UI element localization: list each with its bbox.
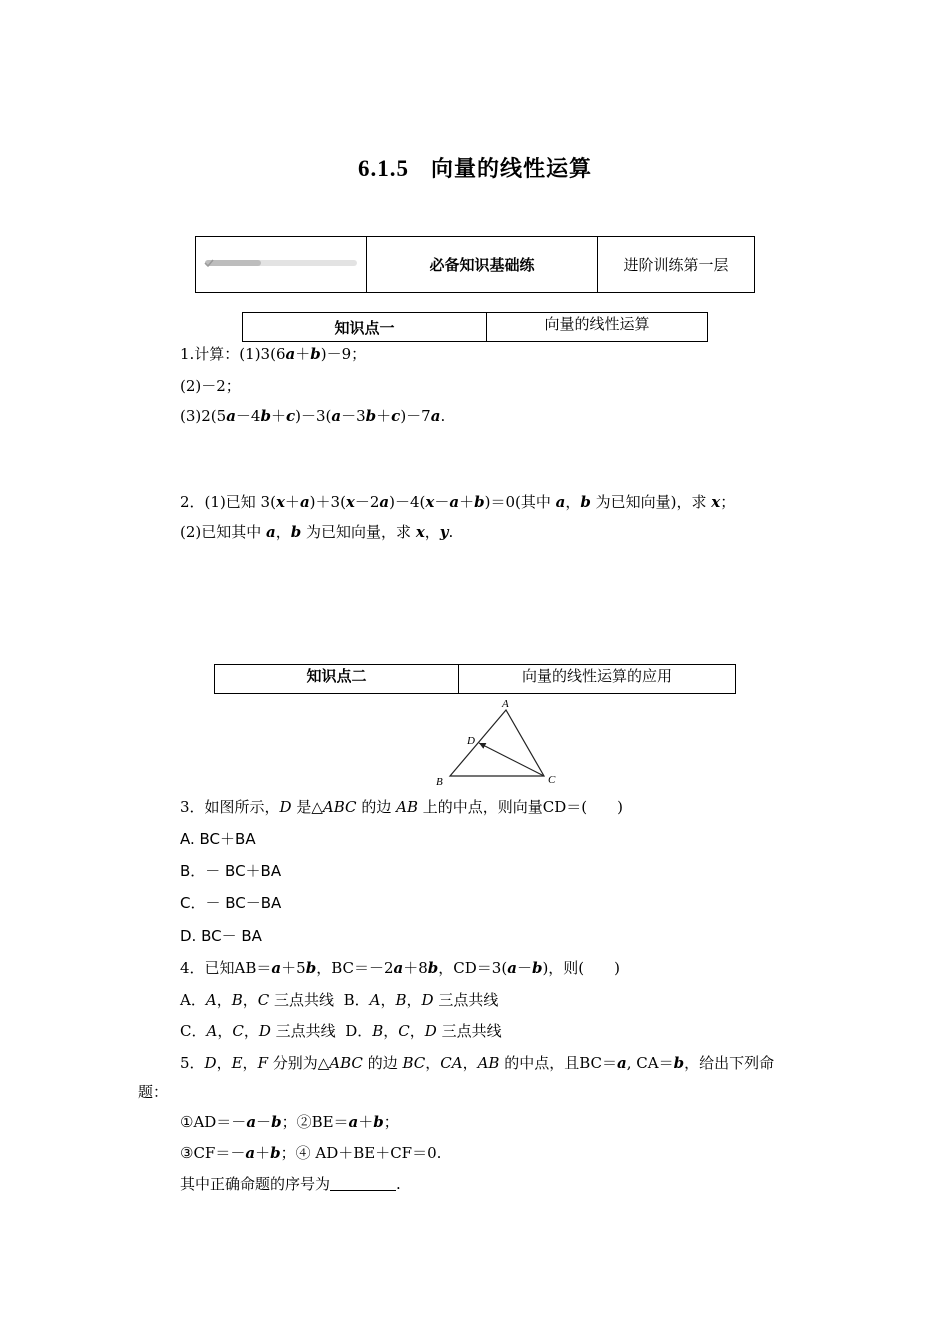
q4-options-row1 [180,990,498,1010]
page-title [0,152,950,183]
knowledge-topic: 向量的线性运算的应用 [459,665,736,694]
triangle-figure [430,696,570,790]
q2-part2: (2)已知其中 a，b 为已知向量，求 x，y. [180,523,454,541]
banner-right: 进阶训练第一层 [598,237,755,293]
answer-blank[interactable] [330,1176,396,1191]
q4-option-c[interactable]: C．A，C，D 三点共线 [180,1022,336,1040]
q1-part2: (2)－2； [180,377,241,395]
section-title: 向量的线性运算 [430,157,592,182]
knowledge-label: 知识点一 [243,313,487,342]
q1-part1: 1.计算：(1)3(6a＋b)－9； [180,345,367,363]
knowledge-point-2 [214,664,736,694]
q3-option-a[interactable]: A. BC＋BA [180,830,256,848]
banner-middle: 必备知识基础练 [367,237,598,293]
q4-options-row2 [180,1021,502,1041]
q5-stem-wrap: 题： [138,1083,169,1101]
q4-stem: 4．已知AB＝a＋5b，BC＝－2a＋8b，CD＝3(a－b)，则( ) [180,959,621,977]
knowledge-topic: 向量的线性运算 [487,313,708,342]
label-a: A [502,698,509,710]
label-b: B [436,776,443,788]
q4-option-b[interactable]: B．A，B，D 三点共线 [343,991,499,1009]
label-c: C [548,774,556,786]
progress-bar-graphic [201,256,361,270]
knowledge-point-1 [242,312,708,342]
q5-question: 其中正确命题的序号为 . [180,1175,401,1193]
triangle-abc [450,710,544,776]
section-number: 6.1.5 [357,156,409,181]
knowledge-label: 知识点二 [215,665,459,694]
q4-option-a[interactable]: A．A，B，C 三点共线 [180,991,335,1009]
q3-option-c[interactable]: C．－ BC－BA [180,894,282,912]
q1-part3: (3)2(5a－4b＋c)－3(a－3b＋c)－7a. [180,407,446,425]
banner-progress-cell [196,237,367,293]
q4-option-d[interactable]: D．B，C，D 三点共线 [345,1022,502,1040]
q3-stem: 3．如图所示，D 是△ABC 的边 AB 上的中点，则向量CD＝( ) [180,798,623,816]
section-banner [195,236,755,293]
q2-part1: 2．(1)已知 3(x＋a)＋3(x－2a)－4(x－a＋b)＝0(其中 a，b 为已知向量)，求 x； [180,493,736,511]
q3-option-b[interactable]: B．－ BC＋BA [180,862,282,880]
q5-props-row2: ③CF＝－a＋b；④ AD＋BE＋CF＝0. [180,1144,442,1162]
q3-option-d[interactable]: D. BC－ BA [180,927,262,945]
label-d: D [467,735,475,747]
q5-stem: 5．D，E，F 分别为△ABC 的边 BC，CA，AB 的中点，且BC＝a, CA＝b，给出下列命 [180,1054,775,1072]
q5-props-row1: ①AD＝－a－b；②BE＝a＋b； [180,1113,399,1131]
